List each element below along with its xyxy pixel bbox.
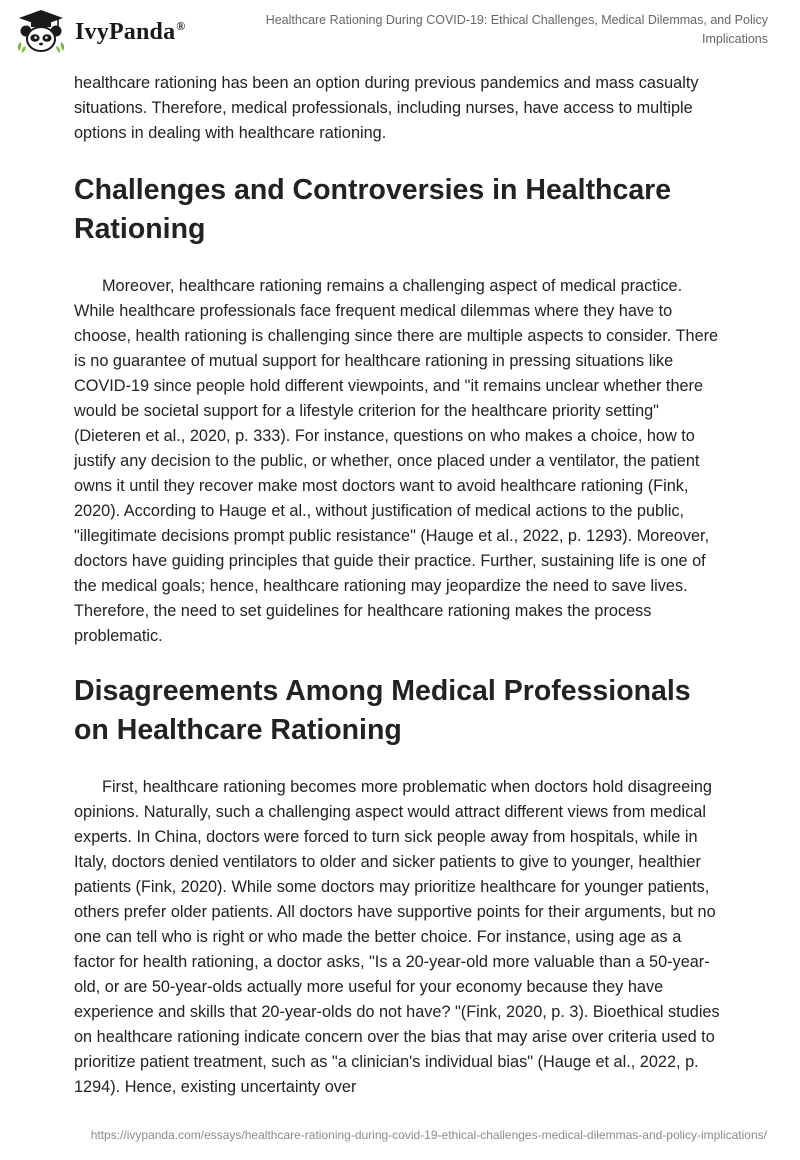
registered-mark: ®: [176, 18, 186, 33]
paragraph-intro: healthcare rationing has been an option during previous pandemics and mass casualty situations. Therefore, medical professionals, including nurses, have access to multiple options in dealing with healthcare rationing.: [74, 74, 699, 142]
paragraph-disagreements: First, healthcare rationing becomes more problematic when doctors hold disagreeing opinions. Naturally, such a challenging aspect would attract different views from medical experts. In China, doctors were forced to turn sick people away from hospitals, while in Italy, doctors denied ventilators to older and sicker patients to give to younger, healthier patients (Fink, 2020). While some doctors may prioritize healthcare for younger patients, others prefer older patients. All doctors have supportive points for their arguments, but no one can tell who is right or who made the better choice. For instance, using age as a factor for health rationing, a doctor asks, "Is a 20-year-old more valuable than a 50-year-old, or are 50-year-olds actually more useful for your economy because they have experience and skills that 20-year-olds do not have? "(Fink, 2020, p. 3). Bioethical studies on healthcare rationing indicate concern over the bias that may arise over criteria used to prioritize patient treatment, such as "a clinician's individual bias" (Hauge et al., 2022, p. 1294). Hence, existing uncertainty over: [74, 778, 720, 1096]
panda-graduate-icon: [13, 9, 69, 55]
document-title: Healthcare Rationing During COVID-19: Ethical Challenges, Medical Dilemmas, and Policy Implications: [265, 13, 768, 46]
source-url[interactable]: https://ivypanda.com/essays/healthcare-rationing-during-covid-19-ethical-challenges-medical-dilemmas-and-policy-implications/: [90, 1128, 767, 1142]
logo-text: IvyPanda®: [75, 18, 186, 45]
ivypanda-logo[interactable]: [13, 9, 185, 55]
essay-body: [74, 71, 726, 1100]
paragraph-challenges: Moreover, healthcare rationing remains a challenging aspect of medical practice. While healthcare professionals face frequent medical dilemmas where they have to choose, health rationing is challenging since there are multiple aspects to consider. There is no guarantee of mutual support for healthcare rationing in pressing situations like COVID-19 since people hold different viewpoints, and "it remains unclear whether there would be societal support for a lifestyle criterion for the healthcare priority setting" (Dieteren et al., 2020, p. 333). For instance, questions on who makes a choice, how to justify any decision to the public, or whether, once placed under a ventilator, the patient owns it until they recover make most doctors want to avoid healthcare rationing (Fink, 2020). According to Hauge et al., without justification of medical actions to the public, "illegitimate decisions prompt public resistance" (Hauge et al., 2022, p. 1293). Moreover, doctors have guiding principles that guide their practice. Further, sustaining life is one of the medical goals; hence, healthcare rationing may jeopardize the need to save lives. Therefore, the need to set guidelines for healthcare rationing makes the process problematic.: [74, 277, 719, 645]
heading-challenges: Challenges and Controversies in Healthcare Rationing: [74, 174, 672, 245]
heading-disagreements: Disagreements Among Medical Professionals on Healthcare Rationing: [74, 675, 691, 746]
page-header: [0, 0, 800, 62]
